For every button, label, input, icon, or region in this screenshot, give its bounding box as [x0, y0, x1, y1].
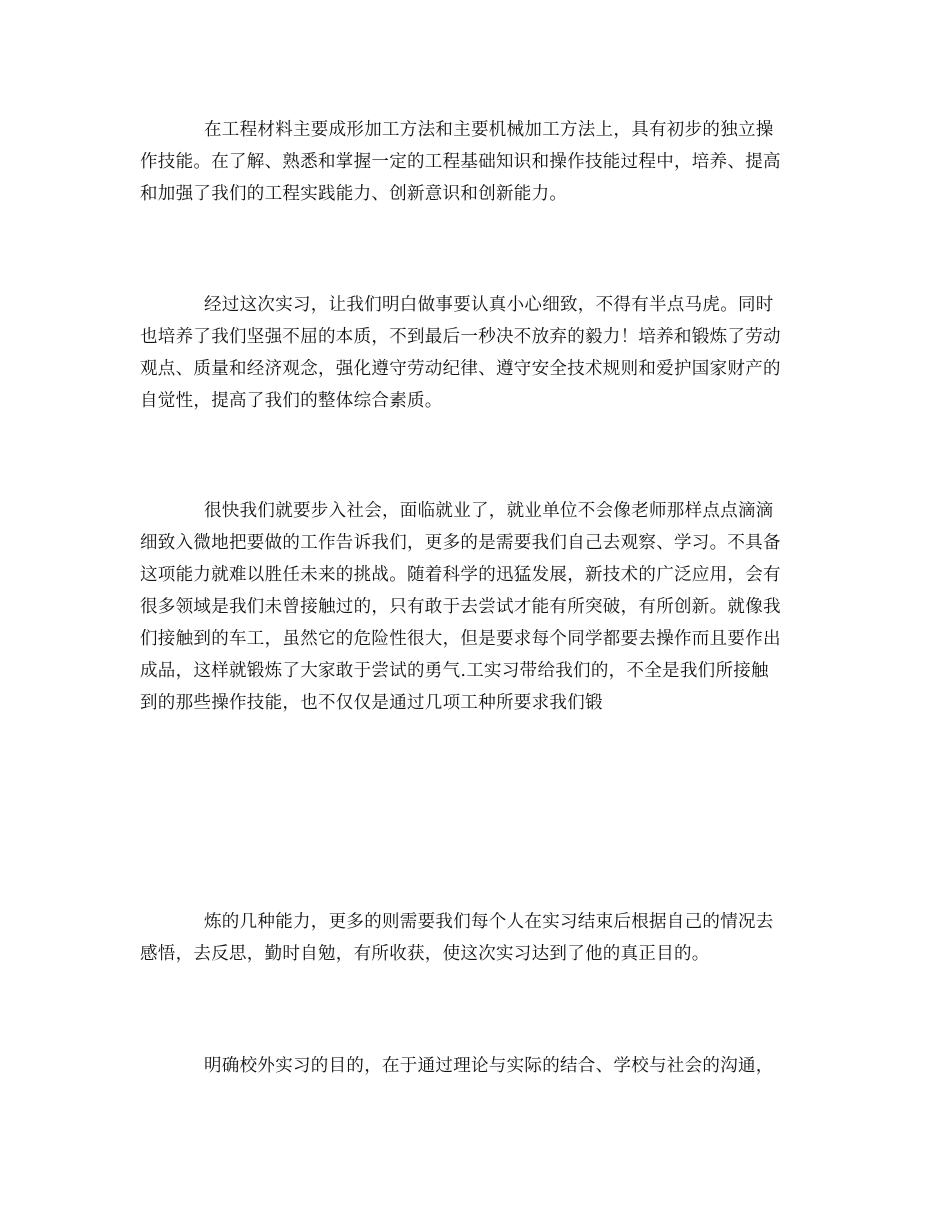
text-line: 细致入微地把要做的工作告诉我们，更多的是需要我们自己去观察、学习。不具备: [140, 533, 781, 553]
text-line: 很多领域是我们未曾接触过的，只有敢于去尝试才能有所突破，有所创新。就像我: [140, 597, 781, 617]
text-line: 感悟，去反思，勤时自勉，有所收获，使这次实习达到了他的真正目的。: [140, 944, 710, 964]
text-line: 到的那些操作技能，也不仅仅是通过几项工种所要求我们锻: [140, 693, 603, 713]
paragraph-2: [140, 289, 812, 417]
text-line: 炼的几种能力，更多的则需要我们每个人在实习结束后根据自己的情况去: [204, 912, 774, 932]
text-line: 观点、质量和经济观念，强化遵守劳动纪律、遵守安全技术规则和爱护国家财产的: [140, 359, 781, 379]
text-line: 在工程材料主要成形加工方法和主要机械加工方法上，具有初步的独立操: [204, 120, 774, 140]
paragraph-5: [140, 1050, 812, 1082]
text-line: 这项能力就难以胜任未来的挑战。随着科学的迅猛发展，新技术的广泛应用，会有: [140, 565, 781, 585]
text-line: 和加强了我们的工程实践能力、创新意识和创新能力。: [140, 184, 568, 204]
paragraph-3: [140, 495, 812, 719]
text-line: 也培养了我们坚强不屈的本质，不到最后一秒决不放弃的毅力！培养和锻炼了劳动: [140, 327, 781, 347]
text-line: 很快我们就要步入社会，面临就业了，就业单位不会像老师那样点点滴滴: [204, 501, 774, 521]
text-line: 成品，这样就锻炼了大家敢于尝试的勇气.工实习带给我们的，不全是我们所接触: [140, 661, 769, 681]
text-line: 经过这次实习，让我们明白做事要认真小心细致，不得有半点马虎。同时: [204, 295, 774, 315]
text-line: 们接触到的车工，虽然它的危险性很大，但是要求每个同学都要去操作而且要作出: [140, 629, 781, 649]
text-line: 自觉性，提高了我们的整体综合素质。: [140, 391, 443, 411]
paragraph-4: [140, 906, 812, 970]
text-line: 作技能。在了解、熟悉和掌握一定的工程基础知识和操作技能过程中，培养、提高: [140, 152, 781, 172]
text-line: 明确校外实习的目的，在于通过理论与实际的结合、学校与社会的沟通，: [204, 1056, 774, 1076]
paragraph-1: [140, 114, 812, 210]
